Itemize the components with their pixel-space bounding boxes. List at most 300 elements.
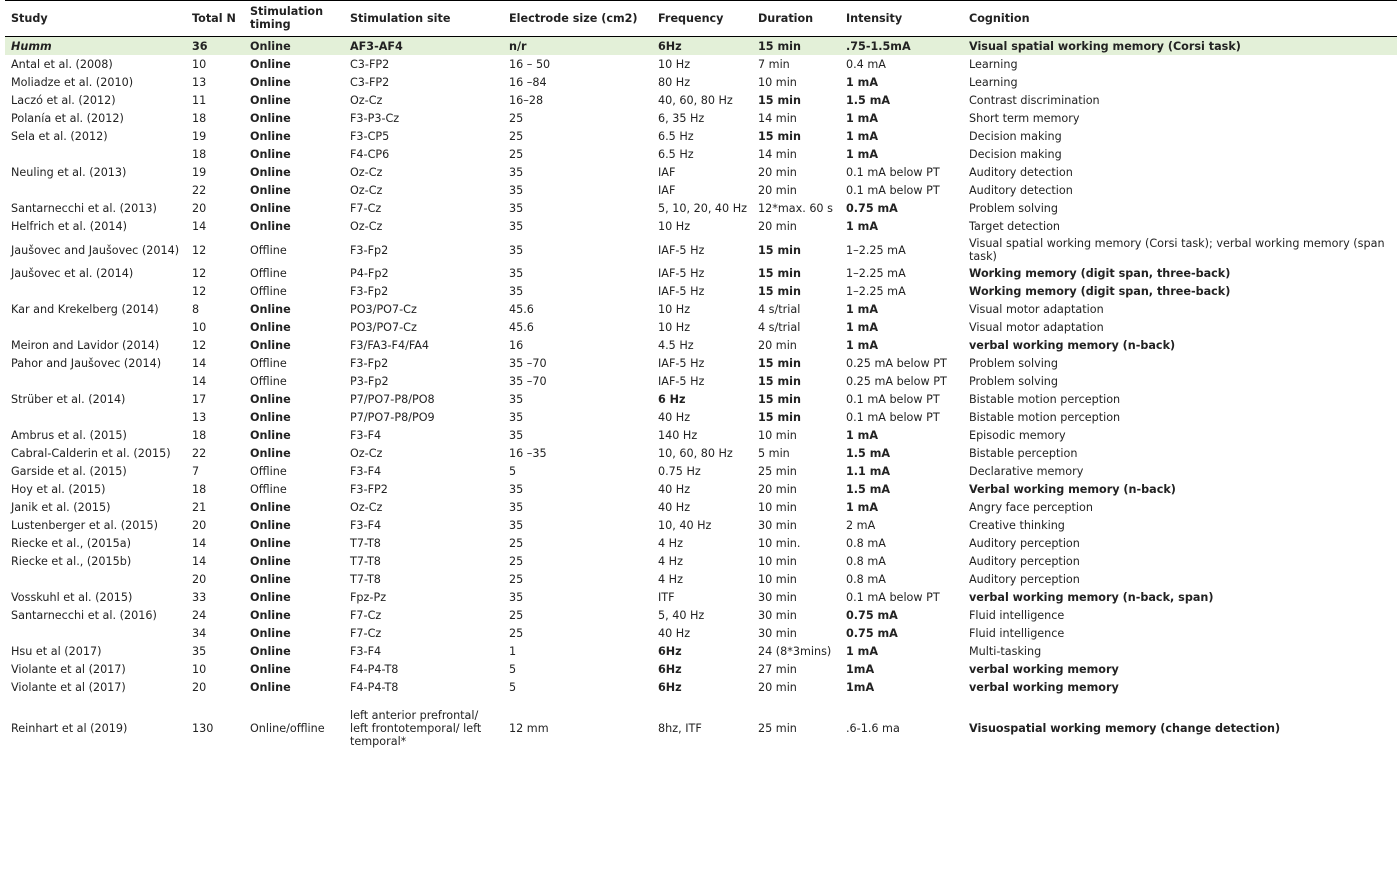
total-n-cell: 13 xyxy=(192,411,207,424)
table-row xyxy=(5,372,1397,390)
total-n-cell: 20 xyxy=(192,681,207,694)
study-cell: Polanía et al. (2012) xyxy=(11,112,124,125)
study-cell xyxy=(5,408,186,426)
electrode-size-cell: 35 –70 xyxy=(509,375,547,388)
frequency-cell: 6.5 Hz xyxy=(658,148,694,161)
electrode-size-cell: 16–28 xyxy=(509,94,544,107)
timing-cell: Online xyxy=(250,58,291,71)
table-row xyxy=(5,516,1397,534)
site-cell: AF3-AF4 xyxy=(344,37,503,56)
cognition-cell: Visual spatial working memory (Corsi task) xyxy=(963,37,1397,56)
study-cell: Riecke et al., (2015b) xyxy=(11,555,132,568)
timing-cell: Offline xyxy=(250,285,287,298)
studies-table xyxy=(5,0,1397,760)
timing-cell: Online xyxy=(250,447,291,460)
table-row xyxy=(5,624,1397,642)
table-row xyxy=(5,588,1397,606)
duration-cell: 10 min xyxy=(758,429,797,442)
timing-cell: Online xyxy=(250,76,291,89)
table-header-row xyxy=(5,1,1397,37)
cognition-cell: Visual motor adaptation xyxy=(969,303,1104,316)
intensity-cell: 1mA xyxy=(846,663,875,676)
table-row xyxy=(5,390,1397,408)
total-n-cell: 19 xyxy=(192,130,207,143)
table-row xyxy=(5,354,1397,372)
duration-cell: 20 min xyxy=(758,681,797,694)
total-n-cell: 13 xyxy=(192,76,207,89)
intensity-cell: 1 mA xyxy=(846,220,878,233)
duration-cell: 10 min xyxy=(758,573,797,586)
total-n-cell: 24 xyxy=(192,609,207,622)
study-cell: Jaušovec and Jaušovec (2014) xyxy=(11,243,180,257)
study-cell: Santarnecchi et al. (2013) xyxy=(11,202,157,215)
intensity-cell: 1.1 mA xyxy=(846,465,891,478)
electrode-size-cell: 35 xyxy=(509,393,524,406)
timing-cell: Online xyxy=(250,393,291,406)
intensity-cell: 0.25 mA below PT xyxy=(846,357,947,370)
total-n-cell: 130 xyxy=(192,722,214,735)
table-row xyxy=(5,199,1397,217)
cognition-cell: Declarative memory xyxy=(969,465,1084,478)
frequency-cell: IAF-5 Hz xyxy=(658,243,705,257)
site-cell: P4-Fp2 xyxy=(350,267,389,280)
cognition-cell: Working memory (digit span, three-back) xyxy=(969,285,1231,298)
study-cell: Meiron and Lavidor (2014) xyxy=(11,339,160,352)
study-cell: Kar and Krekelberg (2014) xyxy=(11,303,159,316)
duration-cell: 7 min xyxy=(758,58,790,71)
study-cell: Vosskuhl et al. (2015) xyxy=(11,591,133,604)
study-cell xyxy=(5,372,186,390)
electrode-size-cell: 5 xyxy=(509,681,517,694)
intensity-cell: 1.5 mA xyxy=(846,447,891,460)
electrode-size-cell: 35 xyxy=(509,429,524,442)
electrode-size-cell: 25 xyxy=(509,130,524,143)
total-n-cell: 20 xyxy=(192,202,207,215)
intensity-cell: 1 mA xyxy=(846,130,878,143)
duration-cell: 14 min xyxy=(758,112,797,125)
intensity-cell: 1 mA xyxy=(846,501,878,514)
total-n-cell: 11 xyxy=(192,94,207,107)
site-cell: F7-Cz xyxy=(350,627,382,640)
electrode-size-cell: 35 xyxy=(509,285,524,298)
site-cell: T7-T8 xyxy=(350,555,381,568)
cognition-cell: Decision making xyxy=(969,130,1062,143)
intensity-cell: 1–2.25 mA xyxy=(846,243,906,257)
intensity-cell: 1 mA xyxy=(846,645,878,658)
electrode-size-cell: 25 xyxy=(509,609,524,622)
frequency-cell: 6Hz xyxy=(658,663,682,676)
site-cell: P3-Fp2 xyxy=(350,375,389,388)
site-cell: F3-F4 xyxy=(350,465,382,478)
study-cell: Garside et al. (2015) xyxy=(11,465,127,478)
table-body xyxy=(5,37,1397,761)
table-row xyxy=(5,37,1397,56)
study-cell: Pahor and Jaušovec (2014) xyxy=(11,357,162,370)
cognition-cell: verbal working memory (n-back) xyxy=(969,339,1176,352)
intensity-cell: .75-1.5mA xyxy=(840,37,963,56)
site-cell: F4-P4-T8 xyxy=(350,681,399,694)
table-row xyxy=(5,55,1397,73)
col-header-intensity: Intensity xyxy=(840,1,963,37)
study-cell xyxy=(5,318,186,336)
site-cell: F3-P3-Cz xyxy=(350,112,400,125)
timing-cell: Online xyxy=(250,591,291,604)
electrode-size-cell: n/r xyxy=(503,37,652,56)
frequency-cell: 5, 40 Hz xyxy=(658,609,705,622)
intensity-cell: 1.5 mA xyxy=(846,94,891,107)
duration-cell: 10 min xyxy=(758,555,797,568)
intensity-cell: 0.8 mA xyxy=(846,555,886,568)
timing-cell: Online xyxy=(250,321,291,334)
electrode-size-cell: 16 – 50 xyxy=(509,58,551,71)
table-row xyxy=(5,570,1397,588)
timing-cell: Offline xyxy=(250,483,287,496)
study-cell: Moliadze et al. (2010) xyxy=(11,76,134,89)
duration-cell: 12*max. 60 s xyxy=(758,202,833,215)
electrode-size-cell: 35 –70 xyxy=(509,357,547,370)
duration-cell: 25 min xyxy=(758,465,797,478)
duration-cell: 25 min xyxy=(758,722,797,735)
frequency-cell: IAF-5 Hz xyxy=(658,267,705,280)
intensity-cell: 1–2.25 mA xyxy=(846,285,906,298)
cognition-cell: Learning xyxy=(969,58,1018,71)
frequency-cell: 10, 40 Hz xyxy=(658,519,712,532)
total-n-cell: 14 xyxy=(192,537,207,550)
cognition-cell: Verbal working memory (n-back) xyxy=(969,483,1176,496)
table-row xyxy=(5,282,1397,300)
cognition-cell: Visual motor adaptation xyxy=(969,321,1104,334)
electrode-size-cell: 35 xyxy=(509,202,524,215)
cognition-cell: Episodic memory xyxy=(969,429,1066,442)
cognition-cell: Problem solving xyxy=(969,375,1058,388)
frequency-cell: 10 Hz xyxy=(658,303,691,316)
cognition-cell: Bistable perception xyxy=(969,447,1078,460)
electrode-size-cell: 25 xyxy=(509,112,524,125)
study-cell: Hoy et al. (2015) xyxy=(11,483,106,496)
electrode-size-cell: 25 xyxy=(509,148,524,161)
intensity-cell: 2 mA xyxy=(846,519,876,532)
duration-cell: 20 min xyxy=(758,220,797,233)
frequency-cell: 0.75 Hz xyxy=(658,465,701,478)
timing-cell: Online xyxy=(250,411,291,424)
frequency-cell: 80 Hz xyxy=(658,76,691,89)
frequency-cell: 4 Hz xyxy=(658,537,683,550)
timing-cell: Online xyxy=(250,681,291,694)
study-cell: Reinhart et al (2019) xyxy=(11,722,128,735)
site-cell: F3-F4 xyxy=(350,645,382,658)
timing-cell: Online xyxy=(250,663,291,676)
total-n-cell: 14 xyxy=(192,357,207,370)
cognition-cell: Auditory perception xyxy=(969,573,1080,586)
timing-cell: Online xyxy=(250,537,291,550)
study-cell xyxy=(5,570,186,588)
site-cell: Oz-Cz xyxy=(350,501,383,514)
frequency-cell: ITF xyxy=(658,591,675,604)
timing-cell: Online xyxy=(250,112,291,125)
site-cell: F3-CP5 xyxy=(350,130,390,143)
intensity-cell: 0.75 mA xyxy=(846,202,898,215)
frequency-cell: 10, 60, 80 Hz xyxy=(658,447,733,460)
electrode-size-cell: 25 xyxy=(509,537,524,550)
duration-cell: 10 min. xyxy=(758,537,801,550)
col-header-stimulation-site: Stimulation site xyxy=(344,1,503,37)
frequency-cell: 8hz, ITF xyxy=(658,722,702,735)
study-cell: Humm xyxy=(5,37,186,56)
duration-cell: 15 min xyxy=(752,37,840,56)
table-row xyxy=(5,426,1397,444)
intensity-cell: 1mA xyxy=(846,681,875,694)
col-header-frequency: Frequency xyxy=(652,1,752,37)
intensity-cell: 1 mA xyxy=(846,339,878,352)
frequency-cell: IAF xyxy=(658,166,676,179)
total-n-cell: 22 xyxy=(192,447,207,460)
table-row xyxy=(5,264,1397,282)
intensity-cell: 1 mA xyxy=(846,76,878,89)
study-cell: Laczó et al. (2012) xyxy=(11,94,116,107)
duration-cell: 30 min xyxy=(758,591,797,604)
electrode-size-cell: 16 –35 xyxy=(509,447,547,460)
duration-cell: 15 min xyxy=(758,130,801,143)
study-cell: Violante et al (2017) xyxy=(11,681,126,694)
study-cell: Santarnecchi et al. (2016) xyxy=(11,609,157,622)
total-n-cell: 14 xyxy=(192,220,207,233)
timing-cell: Online xyxy=(244,37,344,56)
site-cell: C3-FP2 xyxy=(350,58,390,71)
site-cell: Oz-Cz xyxy=(350,220,383,233)
study-cell: Lustenberger et al. (2015) xyxy=(11,519,158,532)
site-cell: C3-FP2 xyxy=(350,76,390,89)
intensity-cell: 1 mA xyxy=(846,321,878,334)
electrode-size-cell: 5 xyxy=(509,663,517,676)
intensity-cell: 0.25 mA below PT xyxy=(846,375,947,388)
table-row xyxy=(5,318,1397,336)
cognition-cell: Auditory detection xyxy=(969,184,1073,197)
table-row xyxy=(5,163,1397,181)
electrode-size-cell: 35 xyxy=(509,184,524,197)
frequency-cell: 140 Hz xyxy=(658,429,698,442)
study-cell: Jaušovec et al. (2014) xyxy=(11,267,134,280)
timing-cell: Online xyxy=(250,429,291,442)
site-cell: PO3/PO7-Cz xyxy=(350,321,417,334)
duration-cell: 15 min xyxy=(758,393,801,406)
electrode-size-cell: 35 xyxy=(509,519,524,532)
cognition-cell: verbal working memory xyxy=(969,663,1119,676)
duration-cell: 27 min xyxy=(758,663,797,676)
total-n-cell: 12 xyxy=(192,339,207,352)
intensity-cell: 1–2.25 mA xyxy=(846,267,906,280)
cognition-cell: Short term memory xyxy=(969,112,1080,125)
timing-cell: Offline xyxy=(250,243,287,257)
intensity-cell: 0.1 mA below PT xyxy=(846,184,940,197)
intensity-cell: 0.75 mA xyxy=(846,627,898,640)
frequency-cell: 10 Hz xyxy=(658,58,691,71)
frequency-cell: 40 Hz xyxy=(658,411,691,424)
site-cell: P7/PO7-P8/PO9 xyxy=(350,411,435,424)
total-n-cell: 10 xyxy=(192,58,207,71)
total-n-cell: 17 xyxy=(192,393,207,406)
frequency-cell: 4 Hz xyxy=(658,555,683,568)
frequency-cell: IAF-5 Hz xyxy=(658,285,705,298)
study-cell xyxy=(5,624,186,642)
cognition-cell: Contrast discrimination xyxy=(969,94,1100,107)
study-cell: Ambrus et al. (2015) xyxy=(11,429,127,442)
cognition-cell: Multi-tasking xyxy=(969,645,1042,658)
table-row xyxy=(5,552,1397,570)
study-cell xyxy=(5,181,186,199)
total-n-cell: 22 xyxy=(192,184,207,197)
total-n-cell: 20 xyxy=(192,573,207,586)
site-cell: F3/FA3-F4/FA4 xyxy=(350,339,430,352)
col-header-stimulation-timing: Stimulation timing xyxy=(244,1,344,37)
intensity-cell: 1 mA xyxy=(846,303,878,316)
duration-cell: 10 min xyxy=(758,76,797,89)
total-n-cell: 18 xyxy=(192,483,207,496)
duration-cell: 24 (8*3mins) xyxy=(758,645,832,658)
timing-cell: Online/offline xyxy=(250,722,325,735)
study-cell xyxy=(5,282,186,300)
electrode-size-cell: 35 xyxy=(509,243,524,257)
cognition-cell: verbal working memory xyxy=(969,681,1119,694)
study-cell: Hsu et al (2017) xyxy=(11,645,102,658)
intensity-cell: 1.5 mA xyxy=(846,483,891,496)
frequency-cell: 6Hz xyxy=(658,681,682,694)
cognition-cell: Auditory perception xyxy=(969,555,1080,568)
duration-cell: 4 s/trial xyxy=(758,303,801,316)
table-row xyxy=(5,217,1397,235)
electrode-size-cell: 35 xyxy=(509,411,524,424)
intensity-cell: 1 mA xyxy=(846,429,878,442)
timing-cell: Online xyxy=(250,148,291,161)
duration-cell: 14 min xyxy=(758,148,797,161)
total-n-cell: 10 xyxy=(192,321,207,334)
table-row xyxy=(5,498,1397,516)
table-row xyxy=(5,606,1397,624)
table-row xyxy=(5,462,1397,480)
intensity-cell: 0.8 mA xyxy=(846,537,886,550)
frequency-cell: 40 Hz xyxy=(658,501,691,514)
cognition-cell: Visuospatial working memory (change detection) xyxy=(969,722,1281,735)
total-n-cell: 8 xyxy=(192,303,200,316)
electrode-size-cell: 45.6 xyxy=(509,303,534,316)
col-header-cognition: Cognition xyxy=(963,1,1397,37)
cognition-cell: Auditory detection xyxy=(969,166,1073,179)
study-cell: Riecke et al., (2015a) xyxy=(11,537,131,550)
site-cell: Oz-Cz xyxy=(350,94,383,107)
intensity-cell: 1 mA xyxy=(846,112,878,125)
site-cell: left anterior prefrontal/ left frontotemporal/ left temporal* xyxy=(350,709,482,748)
site-cell: F3-F4 xyxy=(350,429,382,442)
timing-cell: Online xyxy=(250,339,291,352)
timing-cell: Online xyxy=(250,555,291,568)
total-n-cell: 7 xyxy=(192,465,200,478)
timing-cell: Offline xyxy=(250,357,287,370)
timing-cell: Online xyxy=(250,501,291,514)
timing-cell: Online xyxy=(250,220,291,233)
table-row xyxy=(5,534,1397,552)
site-cell: F3-F4 xyxy=(350,519,382,532)
frequency-cell: 10 Hz xyxy=(658,321,691,334)
total-n-cell: 33 xyxy=(192,591,207,604)
total-n-cell: 14 xyxy=(192,555,207,568)
cognition-cell: Auditory perception xyxy=(969,537,1080,550)
total-n-cell: 20 xyxy=(192,519,207,532)
timing-cell: Offline xyxy=(250,267,287,280)
study-cell xyxy=(5,145,186,163)
total-n-cell: 14 xyxy=(192,375,207,388)
study-cell: Cabral-Calderin et al. (2015) xyxy=(11,447,171,460)
table-row xyxy=(5,181,1397,199)
site-cell: Oz-Cz xyxy=(350,447,383,460)
timing-cell: Online xyxy=(250,303,291,316)
cognition-cell: Angry face perception xyxy=(969,501,1093,514)
cognition-cell: Fluid intelligence xyxy=(969,609,1065,622)
table-row xyxy=(5,678,1397,696)
frequency-cell: IAF xyxy=(658,184,676,197)
site-cell: F3-Fp2 xyxy=(350,357,389,370)
total-n-cell: 18 xyxy=(192,148,207,161)
table-row xyxy=(5,127,1397,145)
total-n-cell: 18 xyxy=(192,112,207,125)
intensity-cell: 1 mA xyxy=(846,148,878,161)
electrode-size-cell: 35 xyxy=(509,501,524,514)
frequency-cell: 6, 35 Hz xyxy=(658,112,705,125)
frequency-cell: 5, 10, 20, 40 Hz xyxy=(658,202,748,215)
duration-cell: 4 s/trial xyxy=(758,321,801,334)
electrode-size-cell: 16 –84 xyxy=(509,76,547,89)
study-cell: Violante et al (2017) xyxy=(11,663,126,676)
timing-cell: Offline xyxy=(250,465,287,478)
timing-cell: Online xyxy=(250,519,291,532)
frequency-cell: 40 Hz xyxy=(658,627,691,640)
total-n-cell: 21 xyxy=(192,501,207,514)
cognition-cell: Target detection xyxy=(969,220,1060,233)
frequency-cell: IAF-5 Hz xyxy=(658,375,705,388)
duration-cell: 10 min xyxy=(758,501,797,514)
site-cell: T7-T8 xyxy=(350,573,381,586)
intensity-cell: 0.1 mA below PT xyxy=(846,411,940,424)
frequency-cell: 4 Hz xyxy=(658,573,683,586)
total-n-cell: 10 xyxy=(192,663,207,676)
frequency-cell: 4.5 Hz xyxy=(658,339,694,352)
site-cell: P7/PO7-P8/PO8 xyxy=(350,393,435,406)
total-n-cell: 12 xyxy=(192,285,207,298)
electrode-size-cell: 25 xyxy=(509,627,524,640)
total-n-cell: 12 xyxy=(192,267,207,280)
duration-cell: 20 min xyxy=(758,339,797,352)
table-row xyxy=(5,91,1397,109)
table-row xyxy=(5,642,1397,660)
cognition-cell: Learning xyxy=(969,76,1018,89)
electrode-size-cell: 25 xyxy=(509,555,524,568)
intensity-cell: 0.4 mA xyxy=(846,58,886,71)
intensity-cell: 0.8 mA xyxy=(846,573,886,586)
frequency-cell: IAF-5 Hz xyxy=(658,357,705,370)
timing-cell: Online xyxy=(250,202,291,215)
table-row xyxy=(5,660,1397,678)
timing-cell: Online xyxy=(250,609,291,622)
cognition-cell: Visual spatial working memory (Corsi task); verbal working memory (span task) xyxy=(969,237,1385,263)
total-n-cell: 35 xyxy=(192,645,207,658)
table-row xyxy=(5,480,1397,498)
table-row xyxy=(5,109,1397,127)
site-cell: F3-Fp2 xyxy=(350,285,389,298)
duration-cell: 20 min xyxy=(758,184,797,197)
electrode-size-cell: 35 xyxy=(509,220,524,233)
site-cell: F7-Cz xyxy=(350,609,382,622)
electrode-size-cell: 35 xyxy=(509,591,524,604)
total-n-cell: 18 xyxy=(192,429,207,442)
cognition-cell: Decision making xyxy=(969,148,1062,161)
